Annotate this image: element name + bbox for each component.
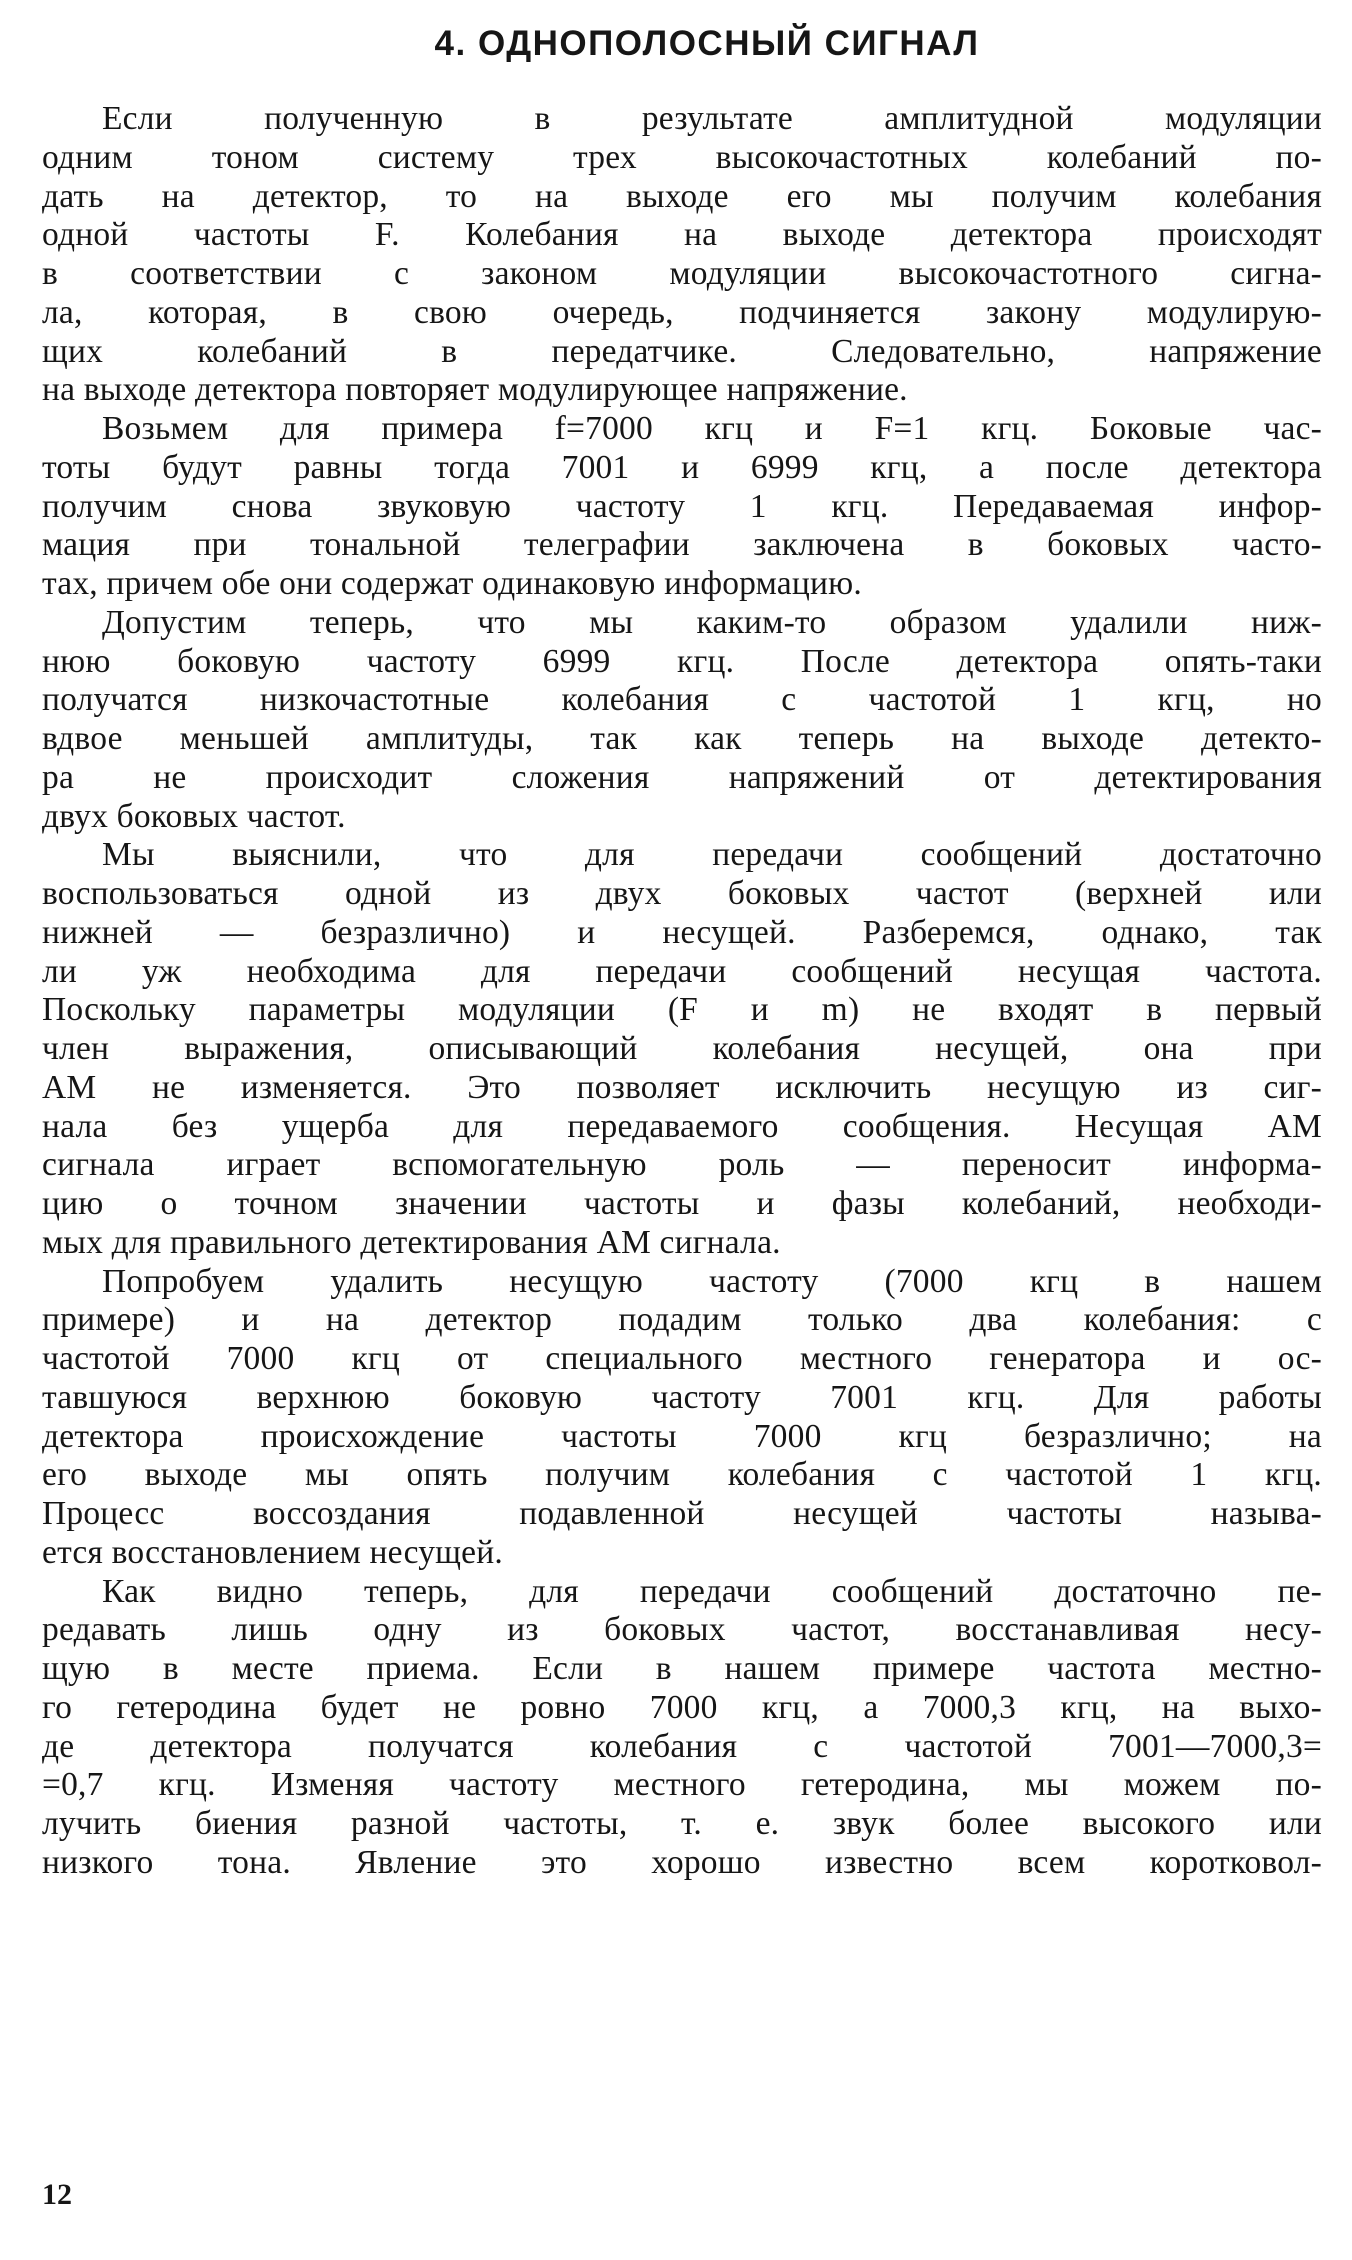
page-number: 12 xyxy=(42,2178,72,2211)
paragraph-1 xyxy=(42,100,1322,410)
text-line: двух боковых частот. xyxy=(42,797,346,835)
section-title-text: 4. ОДНОПОЛОСНЫЙ СИГНАЛ xyxy=(434,24,980,63)
text-line: член выражения, описывающий колебания несущей, она при xyxy=(42,1030,1322,1067)
text-line: щую в месте приема. Если в нашем примере частота местно- xyxy=(42,1650,1322,1687)
text-line: тах, причем обе они содержат одинаковую информацию. xyxy=(42,565,862,602)
text-line: тоты будут равны тогда 7001 и 6999 кгц, а после детектора xyxy=(42,448,1322,486)
text-line: Процесс воссоздания подавленной несущей частоты называ- xyxy=(42,1495,1322,1532)
text-line: вдвое меньшей амплитуды, так как теперь на выходе детекто- xyxy=(42,720,1322,757)
text-line: нижней — безразлично) и несущей. Разберемся, однако, так xyxy=(42,913,1322,951)
text-line: Мы выяснили, что для передачи сообщений достаточно xyxy=(102,836,1322,874)
text-line: мация при тональной телеграфии заключена в боковых часто- xyxy=(42,526,1322,564)
text-line: мых для правильного детектирования AM сигнала. xyxy=(42,1223,781,1261)
text-line: одним тоном систему трех высокочастотных колебаний по- xyxy=(42,138,1322,176)
section-title xyxy=(42,24,1322,64)
paragraph-4 xyxy=(42,836,1322,1262)
text-line: получим снова звуковую частоту 1 кгц. Передаваемая инфор- xyxy=(42,487,1322,525)
text-line: го гетеродина будет не ровно 7000 кгц, а 7000,3 кгц, на выхо- xyxy=(42,1688,1322,1726)
text-line: =0,7 кгц. Изменяя частоту местного гетеродина, мы можем по- xyxy=(42,1766,1322,1804)
text-line: Попробуем удалить несущую частоту (7000 кгц в нашем xyxy=(102,1262,1322,1300)
paragraph-3 xyxy=(42,604,1322,837)
text-line: щих колебаний в передатчике. Следовательно, напряжение xyxy=(42,332,1322,370)
text-line: на выходе детектора повторяет модулирующее напряжение. xyxy=(42,371,908,409)
text-line: цию о точном значении частоты и фазы колебаний, необходи- xyxy=(42,1185,1322,1222)
text-line: ла, которая, в свою очередь, подчиняется закону модулирую- xyxy=(42,293,1322,331)
text-line: редавать лишь одну из боковых частот, восстанавливая несу- xyxy=(42,1611,1322,1649)
text-line: ется восстановлением несущей. xyxy=(42,1533,503,1571)
text-line: де детектора получатся колебания с частотой 7001—7000,3= xyxy=(42,1727,1322,1765)
text-line: примере) и на детектор подадим только два колебания: с xyxy=(42,1301,1322,1339)
text-line: частотой 7000 кгц от специального местного генератора и ос- xyxy=(42,1340,1322,1377)
text-line: Как видно теперь, для передачи сообщений достаточно пе- xyxy=(102,1572,1322,1610)
text-line: одной частоты F. Колебания на выходе детектора происходят xyxy=(42,216,1322,254)
paragraph-2 xyxy=(42,410,1322,604)
body-text xyxy=(42,100,1322,1883)
text-line: получатся низкочастотные колебания с частотой 1 кгц, но xyxy=(42,681,1322,719)
paragraph-5 xyxy=(42,1263,1322,1573)
text-line: тавшуюся верхнюю боковую частоту 7001 кгц. Для работы xyxy=(42,1378,1322,1416)
text-line: сигнала играет вспомогательную роль — переносит информа- xyxy=(42,1146,1322,1184)
text-line: в соответствии с законом модуляции высокочастотного сигна- xyxy=(42,255,1322,292)
text-line: ли уж необходима для передачи сообщений несущая частота. xyxy=(42,952,1322,990)
text-line: его выходе мы опять получим колебания с частотой 1 кгц. xyxy=(42,1456,1322,1494)
paragraph-6 xyxy=(42,1573,1322,1883)
text-line: детектора происхождение частоты 7000 кгц безразлично; на xyxy=(42,1417,1322,1455)
text-line: лучить биения разной частоты, т. е. звук более высокого или xyxy=(42,1805,1322,1842)
text-line: Возьмем для примера f=7000 кгц и F=1 кгц. Боковые час- xyxy=(102,410,1322,447)
text-line: ра не происходит сложения напряжений от детектирования xyxy=(42,758,1322,796)
text-line: Поскольку параметры модуляции (F и m) не входят в первый xyxy=(42,991,1322,1029)
text-line: AM не изменяется. Это позволяет исключить несущую из сиг- xyxy=(42,1068,1322,1106)
text-line: нюю боковую частоту 6999 кгц. После детектора опять-таки xyxy=(42,642,1322,680)
text-line: дать на детектор, то на выходе его мы получим колебания xyxy=(42,177,1322,215)
text-line: Если полученную в результате амплитудной модуляции xyxy=(102,100,1322,137)
text-line: нала без ущерба для передаваемого сообщения. Несущая AM xyxy=(42,1107,1322,1145)
text-line: воспользоваться одной из двух боковых частот (верхней или xyxy=(42,875,1322,912)
book-page xyxy=(42,0,1322,2260)
text-line: Допустим теперь, что мы каким-то образом удалили ниж- xyxy=(102,603,1322,641)
text-line: низкого тона. Явление это хорошо известно всем коротковол- xyxy=(42,1843,1322,1881)
